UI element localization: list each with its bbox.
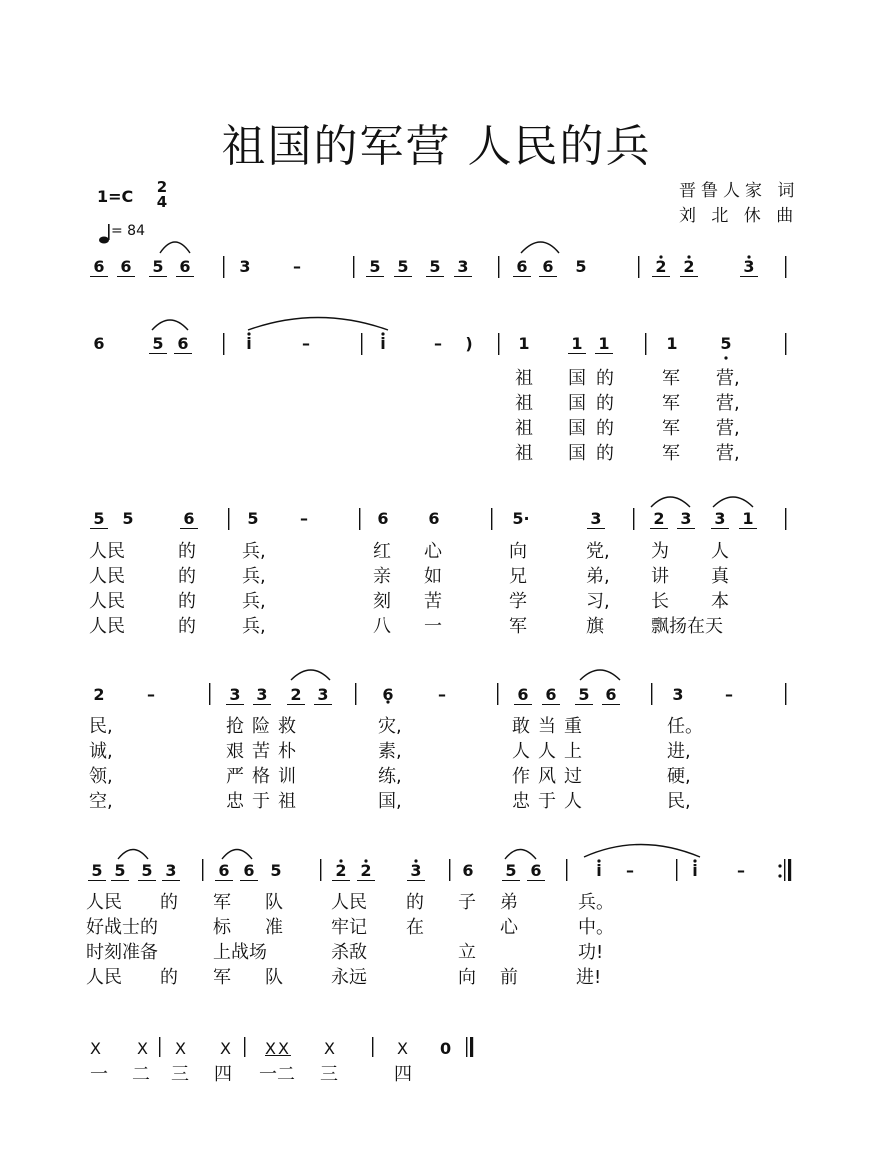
note-dash: –: [626, 861, 634, 880]
lyric: 人民: [86, 967, 122, 988]
lyric: 军: [213, 967, 231, 988]
lyric: 民,: [89, 716, 113, 737]
rhythm-mark: X: [90, 1039, 101, 1058]
lyricist-credit: 晋鲁人家 词: [679, 181, 800, 201]
note: 5: [575, 257, 587, 276]
note: i: [246, 334, 252, 353]
lyric: 军: [662, 443, 680, 464]
note: 6: [527, 861, 545, 881]
lyric: 国: [568, 443, 586, 464]
lyric: 的: [178, 541, 196, 562]
lyric: 灾,: [378, 716, 402, 737]
time-signature-bottom: 4: [156, 193, 168, 211]
count-label: 三: [171, 1064, 189, 1085]
lyric: 民,: [667, 791, 691, 812]
note-dash: –: [438, 685, 446, 704]
lyric: 素,: [378, 741, 402, 762]
count-label: 四: [214, 1064, 232, 1085]
note: 2: [680, 257, 698, 277]
lyric: 营,: [716, 393, 740, 414]
lyric: 军: [662, 368, 680, 389]
note: i: [596, 861, 602, 880]
lyric: 准: [265, 917, 283, 938]
lyric: 中。: [578, 917, 614, 938]
close-paren: ): [465, 334, 473, 353]
lyric: 人民: [89, 566, 125, 587]
note: 6: [514, 685, 532, 705]
lyric: 上战场: [213, 942, 267, 963]
lyric: 军: [662, 393, 680, 414]
note: 3: [677, 509, 695, 529]
tempo-marking: = 84: [111, 223, 145, 239]
note: 2: [357, 861, 375, 881]
lyric: 八: [373, 616, 391, 637]
lyric: 祖: [515, 368, 533, 389]
lyric: 心: [500, 917, 518, 938]
lyric: 领,: [89, 766, 113, 787]
lyric: 红: [373, 541, 391, 562]
note: 1: [568, 334, 586, 354]
note-dash: –: [300, 509, 308, 528]
note-dash: –: [147, 685, 155, 704]
lyric: 艰苦朴: [226, 741, 304, 762]
note: 6: [377, 509, 389, 528]
note: 3: [587, 509, 605, 529]
lyric: 前: [500, 967, 518, 988]
note: 2: [652, 257, 670, 277]
note: 6: [513, 257, 531, 277]
note: 1: [739, 509, 757, 529]
note: 6: [602, 685, 620, 705]
count-label: 四: [394, 1064, 412, 1085]
lyric: 国,: [378, 791, 402, 812]
note: 5: [575, 685, 593, 705]
lyric: 子: [458, 892, 476, 913]
note: 5: [720, 334, 732, 353]
lyric: 营,: [716, 368, 740, 389]
rhythm-mark: X: [397, 1039, 408, 1058]
lyric: 讲: [651, 566, 669, 587]
note: 6: [539, 257, 557, 277]
lyric: 人民: [86, 892, 122, 913]
note: 5: [149, 334, 167, 354]
note-dash: –: [434, 334, 442, 353]
note: 5: [88, 861, 106, 881]
note: 5: [270, 861, 282, 880]
note: 6: [215, 861, 233, 881]
lyric: 兵,: [242, 566, 266, 587]
lyric: 人人上: [512, 741, 590, 762]
lyric: 军: [662, 418, 680, 439]
note: 3: [672, 685, 684, 704]
lyric: 立: [458, 942, 476, 963]
rhythm-mark: X: [175, 1039, 186, 1058]
note: 6: [382, 685, 394, 704]
note: 2: [93, 685, 105, 704]
note-dash: –: [293, 257, 301, 276]
lyric: 的: [596, 368, 614, 389]
rhythm-mark: X: [137, 1039, 148, 1058]
lyric: 兵,: [242, 616, 266, 637]
count-label: 二: [132, 1064, 150, 1085]
lyric: 祖: [515, 443, 533, 464]
note: 2: [287, 685, 305, 705]
lyric: 人: [711, 541, 729, 562]
note: 5: [366, 257, 384, 277]
note: 5: [247, 509, 259, 528]
note: 3: [239, 257, 251, 276]
lyric: 的: [178, 566, 196, 587]
lyric: 的: [596, 393, 614, 414]
lyric: 的: [160, 967, 178, 988]
count-label: 一: [90, 1064, 108, 1085]
lyric: 国: [568, 418, 586, 439]
note: 6: [117, 257, 135, 277]
lyric: 习,: [586, 591, 610, 612]
lyric: 的: [596, 418, 614, 439]
note: 3: [226, 685, 244, 705]
lyric: 人民: [89, 541, 125, 562]
lyric: 作风过: [512, 766, 590, 787]
lyric: 牢记: [331, 917, 367, 938]
rhythm-mark: X: [324, 1039, 335, 1058]
note: 2: [650, 509, 668, 529]
lyric: 功!: [578, 942, 604, 963]
note: 6: [174, 334, 192, 354]
rhythm-mark: XX: [265, 1039, 291, 1058]
lyric: 任。: [667, 716, 703, 737]
note: 5: [90, 509, 108, 529]
lyric: 向: [509, 541, 527, 562]
lyric: 长: [651, 591, 669, 612]
lyric: 杀敌: [331, 942, 367, 963]
note: 6: [428, 509, 440, 528]
lyric: 学: [509, 591, 527, 612]
lyric: 兵。: [578, 892, 614, 913]
lyric: 如: [424, 566, 442, 587]
note: 5·: [512, 509, 530, 528]
note: 3: [162, 861, 180, 881]
lyric: 飘扬在天: [651, 616, 723, 637]
note: 5: [138, 861, 156, 881]
rest-mark: 0: [440, 1039, 452, 1058]
lyric: 的: [160, 892, 178, 913]
note: 1: [518, 334, 530, 353]
lyric: 严格训: [226, 766, 304, 787]
lyric: 的: [406, 892, 424, 913]
note-dash: –: [302, 334, 310, 353]
lyric: 的: [178, 591, 196, 612]
lyric: 的: [596, 443, 614, 464]
lyric: 军: [509, 616, 527, 637]
lyric: 党,: [586, 541, 610, 562]
lyric: 军: [213, 892, 231, 913]
note: 6: [176, 257, 194, 277]
note: 6: [90, 257, 108, 277]
lyric: 敢当重: [512, 716, 590, 737]
note: 5: [426, 257, 444, 277]
lyric: 为: [651, 541, 669, 562]
count-label: 三: [320, 1064, 338, 1085]
lyric: 苦: [424, 591, 442, 612]
lyric: 忠于祖: [226, 791, 304, 812]
lyric: 本: [711, 591, 729, 612]
lyric: 队: [265, 967, 283, 988]
note: 1: [595, 334, 613, 354]
lyric: 的: [178, 616, 196, 637]
lyric: 练,: [378, 766, 402, 787]
lyric: 亲: [373, 566, 391, 587]
lyric: 弟: [500, 892, 518, 913]
lyric: 时刻准备: [86, 942, 158, 963]
note: 5: [502, 861, 520, 881]
note: 6: [240, 861, 258, 881]
lyric: 兵,: [242, 541, 266, 562]
note: 1: [666, 334, 678, 353]
lyric: 兄: [509, 566, 527, 587]
lyric: 国: [568, 368, 586, 389]
lyric: 标: [213, 917, 231, 938]
note: 2: [332, 861, 350, 881]
note-dash: –: [737, 861, 745, 880]
composer-credit: 刘 北 休 曲: [679, 206, 799, 226]
note: 6: [542, 685, 560, 705]
time-signature-top: 2: [156, 178, 168, 196]
key-signature: 1=C: [97, 187, 134, 206]
lyric: 祖: [515, 418, 533, 439]
note: 5: [149, 257, 167, 277]
count-label: 一二: [259, 1064, 295, 1085]
lyric: 兵,: [242, 591, 266, 612]
lyric: 好战士的: [86, 917, 158, 938]
lyric: 刻: [373, 591, 391, 612]
lyric: 弟,: [586, 566, 610, 587]
lyric: 国: [568, 393, 586, 414]
rhythm-mark: X: [220, 1039, 231, 1058]
note: i: [692, 861, 698, 880]
note: i: [380, 334, 386, 353]
note: 5: [394, 257, 412, 277]
note: 6: [462, 861, 474, 880]
note-dash: –: [725, 685, 733, 704]
lyric: 真: [711, 566, 729, 587]
note: 3: [740, 257, 758, 277]
lyric: 空,: [89, 791, 113, 812]
lyric: 永远: [331, 967, 367, 988]
note: 3: [711, 509, 729, 529]
lyric: 一: [424, 616, 442, 637]
lyric: 祖: [515, 393, 533, 414]
note: 5: [111, 861, 129, 881]
lyric: 营,: [716, 443, 740, 464]
lyric: 进!: [576, 967, 602, 988]
note: 6: [93, 334, 105, 353]
lyric: 人民: [89, 591, 125, 612]
note: 3: [454, 257, 472, 277]
note: 5: [122, 509, 134, 528]
note: 3: [253, 685, 271, 705]
lyric: 忠于人: [512, 791, 590, 812]
lyric: 营,: [716, 418, 740, 439]
lyric: 诚,: [89, 741, 113, 762]
note: 3: [314, 685, 332, 705]
lyric: 心: [424, 541, 442, 562]
lyric: 抢险救: [226, 716, 304, 737]
lyric: 人民: [89, 616, 125, 637]
lyric: 向: [458, 967, 476, 988]
lyric: 队: [265, 892, 283, 913]
lyric: 人民: [331, 892, 367, 913]
song-title: 祖国的军营 人民的兵: [221, 121, 652, 172]
note: 6: [180, 509, 198, 529]
lyric: 进,: [667, 741, 691, 762]
lyric: 硬,: [667, 766, 691, 787]
note: 3: [407, 861, 425, 881]
lyric: 在: [406, 917, 424, 938]
lyric: 旗: [586, 616, 604, 637]
